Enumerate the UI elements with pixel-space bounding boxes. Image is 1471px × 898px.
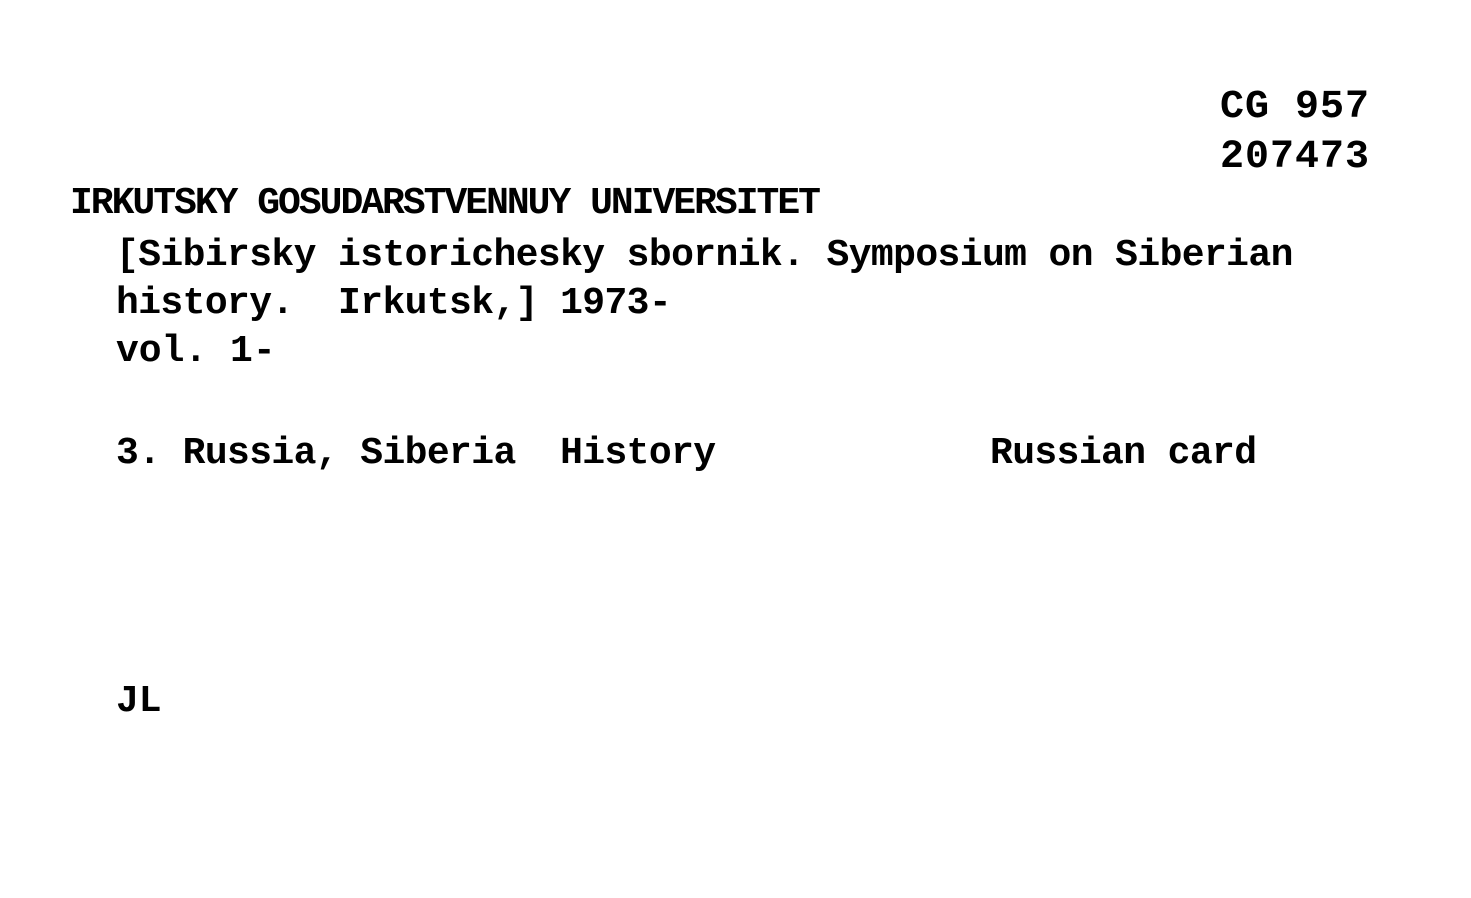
call-number-class: CG 957 <box>1220 85 1371 130</box>
cataloger-initials: JL <box>116 680 162 723</box>
subject-tracing: 3. Russia, Siberia History <box>116 432 716 475</box>
main-entry-heading: IRKUTSKY GOSUDARSTVENNUY UNIVERSITET <box>70 182 819 225</box>
title-line-2: history. Irkutsk,] 1973- <box>116 282 672 325</box>
subject-note: Russian card <box>990 432 1257 475</box>
call-number-accession: 207473 <box>1220 135 1371 180</box>
title-line-1: [Sibirsky istorichesky sbornik. Symposium on Siberian <box>116 234 1293 277</box>
collation: vol. 1- <box>116 330 276 373</box>
